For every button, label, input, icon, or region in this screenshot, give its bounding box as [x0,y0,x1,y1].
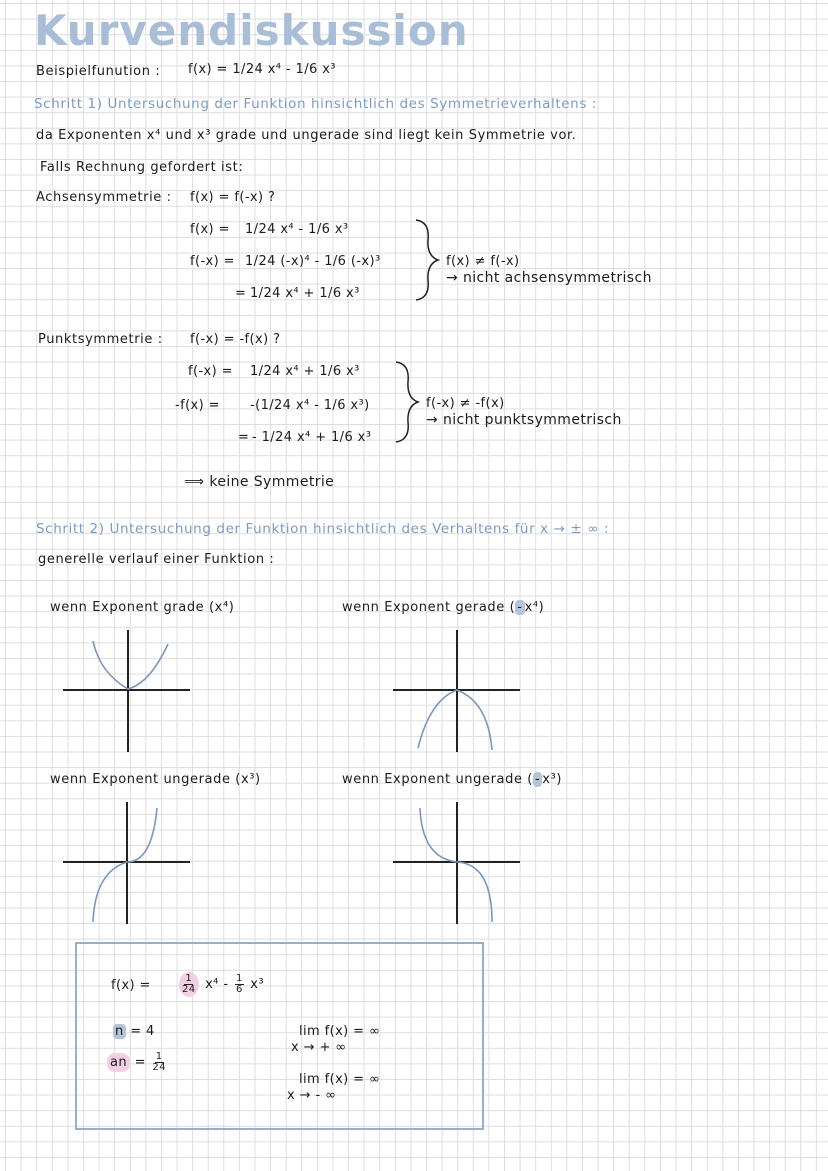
point-line-2-rhs: -(1/24 x⁴ - 1/6 x³) [250,398,370,413]
fraction: $\frac{1}{6}$ [235,973,243,995]
graph-caption-odd-negative: wenn Exponent ungerade ( - x³) [342,772,563,787]
graph-downward-parabola [390,628,525,753]
point-line-1-lhs: f(-x) = [188,364,233,379]
step2-general: generelle verlauf einer Funktion : [38,552,275,567]
summary-fx-label: f(x) = [111,978,151,993]
graph-rising-cubic [60,800,195,925]
point-line-1-rhs: 1/24 x⁴ + 1/6 x³ [250,364,360,379]
summary-box [75,942,484,1130]
degree-n: n = 4 [115,1024,155,1039]
point-line-3-rhs: - 1/24 x⁴ + 1/6 x³ [252,430,372,445]
axis-line-1-lhs: f(x) = [190,222,230,237]
minus-highlight: - [517,600,523,615]
graph-upward-parabola [60,628,195,753]
page-title: Kurvendiskussion [34,6,469,55]
leading-coefficient-highlight: $\frac{1}{24}$ [179,972,199,997]
fraction: $\frac{1}{24}$ [152,1051,166,1073]
graph-caption-even-positive: wenn Exponent grade (x⁴) [50,600,235,615]
step1-note: da Exponenten x⁴ und x³ grade und ungerade sind liegt kein Symmetrie vor. [36,128,577,143]
curly-brace-icon [392,360,422,444]
axis-line-1-rhs: 1/24 x⁴ - 1/6 x³ [245,222,349,237]
limit-plus-infinity: lim f(x) = ∞ [299,1024,381,1039]
example-function: f(x) = 1/24 x⁴ - 1/6 x³ [188,62,336,77]
point-line-2-lhs: -f(x) = [175,398,220,413]
point-line-3-lhs: = [238,430,250,445]
minus-highlight: - [534,772,541,787]
axis-result-1: f(x) ≠ f(-x) [446,254,520,269]
limit-minus-infinity: lim f(x) = ∞ [299,1072,381,1087]
axis-line-2-rhs: 1/24 (-x)⁴ - 1/6 (-x)³ [245,254,381,269]
graph-caption-odd-positive: wenn Exponent ungerade (x³) [50,772,261,787]
leading-coef-an: an = $\frac{1}{24}$ [107,1052,168,1073]
point-result-1: f(-x) ≠ -f(x) [426,396,505,411]
axis-line-3-rhs: 1/24 x⁴ + 1/6 x³ [250,286,360,301]
axis-symmetry-label: Achsensymmetrie : [36,190,172,205]
axis-symmetry-condition: f(x) = f(-x) ? [190,190,276,205]
graph-caption-even-negative: wenn Exponent gerade ( - x⁴) [342,600,545,615]
graph-falling-cubic [390,800,525,925]
limit-plus-infinity-sub: x → + ∞ [291,1040,347,1055]
step1-if-calc: Falls Rechnung gefordert ist: [40,160,244,175]
axis-line-2-lhs: f(-x) = [190,254,235,269]
example-label: Beispielfunution : [36,64,161,79]
step2-heading: Schritt 2) Untersuchung der Funktion hinsichtlich des Verhaltens für x → ± ∞ : [36,521,610,537]
step1-heading: Schritt 1) Untersuchung der Funktion hinsichtlich des Symmetrieverhaltens : [34,96,597,112]
curly-brace-icon [412,218,442,302]
summary-function: $\frac{1}{24}$ x⁴ - $\frac{1}{6}$ x³ [177,972,264,997]
axis-line-3-lhs: = [235,286,247,301]
limit-minus-infinity-sub: x → - ∞ [287,1088,337,1103]
symmetry-conclusion: ⟹ keine Symmetrie [184,474,335,490]
point-result-2: → nicht punktsymmetrisch [426,412,622,428]
point-symmetry-label: Punktsymmetrie : [38,332,163,347]
axis-result-2: → nicht achsensymmetrisch [446,270,652,286]
point-symmetry-condition: f(-x) = -f(x) ? [190,332,281,347]
